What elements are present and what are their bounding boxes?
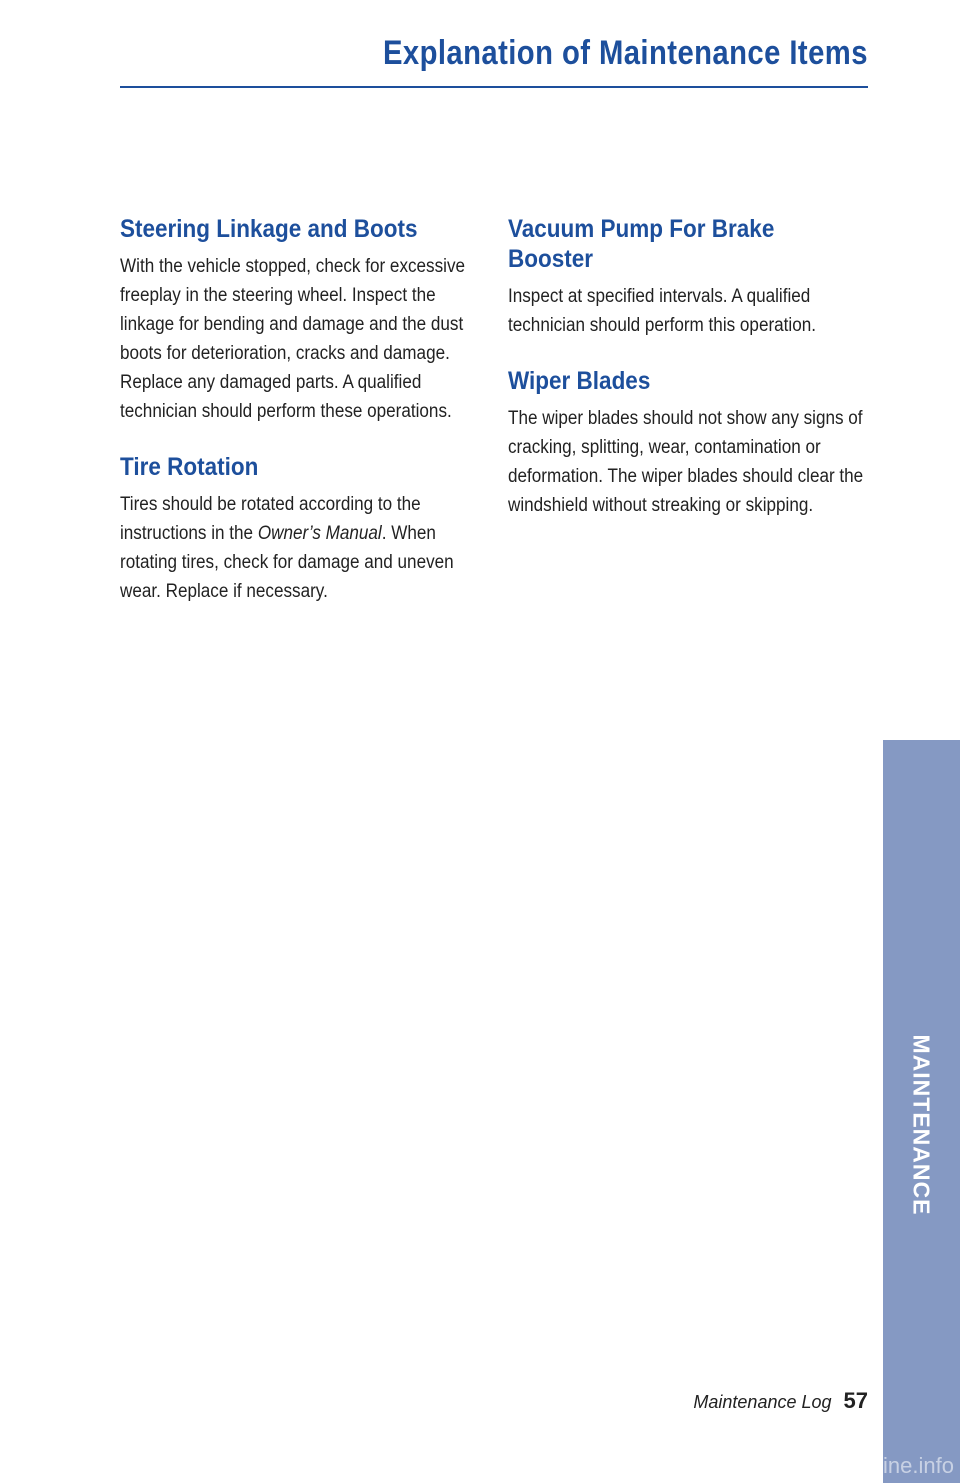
footer-label: Maintenance Log — [693, 1392, 832, 1412]
page-title: Explanation of Maintenance Items — [383, 34, 868, 72]
section-steering-linkage — [120, 214, 480, 426]
owners-manual-reference: Owner’s Manual — [257, 523, 382, 544]
page-number: 57 — [843, 1388, 868, 1413]
heading-line: Booster — [508, 245, 594, 273]
section-body: With the vehicle stopped, check for excessive freeplay in the steering wheel. Inspect the linkage for bending and damage and the dust boots for deterioration, cracks and damage. Replace any damaged parts. A qualified technician should perform these operations. — [120, 256, 466, 422]
heading-line: Vacuum Pump For Brake — [508, 215, 775, 243]
left-column — [120, 214, 480, 632]
section-body — [120, 490, 480, 606]
body-text: Tires should be rotated according to the instructions in the — [120, 494, 421, 544]
footer — [693, 1388, 868, 1414]
section-heading: Steering Linkage and Boots — [120, 215, 418, 243]
section-body: The wiper blades should not show any signs of cracking, splitting, wear, contamination or deformation. The wiper blades should clear the windshield without streaking or skipping. — [508, 408, 864, 516]
section-vacuum-pump — [508, 214, 868, 340]
watermark: carmanualsonline.info — [739, 1453, 954, 1478]
section-tire-rotation — [120, 452, 480, 606]
side-tab-label: MAINTENANCE — [908, 1034, 935, 1216]
section-wiper-blades — [508, 366, 868, 520]
title-divider — [120, 86, 868, 88]
section-heading — [508, 214, 832, 274]
right-column — [508, 214, 868, 546]
section-body: Inspect at specified intervals. A qualified technician should perform this operation. — [508, 286, 816, 336]
section-heading: Wiper Blades — [508, 367, 651, 395]
body-text: . When rotating tires, check for damage and uneven wear. Replace if necessary. — [120, 523, 454, 602]
section-heading: Tire Rotation — [120, 453, 259, 481]
